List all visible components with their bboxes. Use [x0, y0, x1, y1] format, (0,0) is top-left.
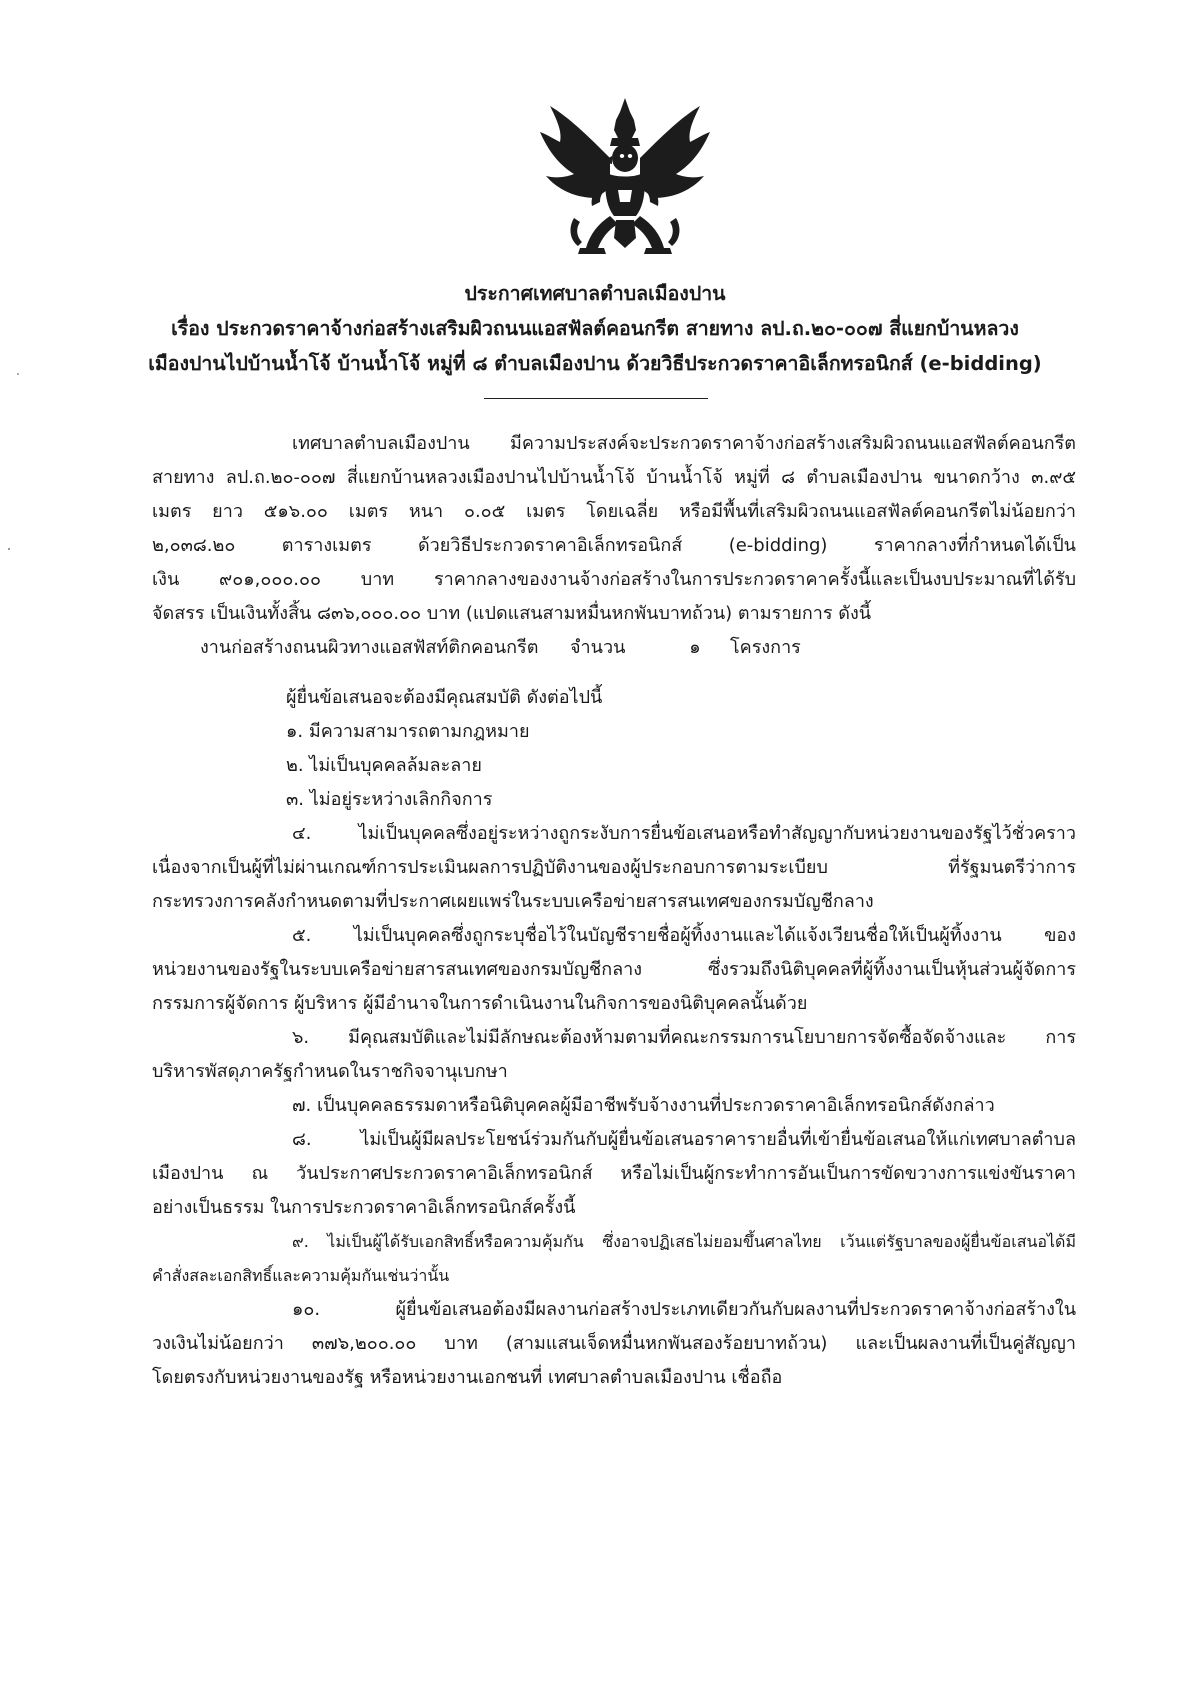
qualification-item: ๓. ไม่อยู่ระหว่างเลิกกิจการ — [286, 789, 493, 810]
qualification-item: ๘. ไม่เป็นผู้มีผลประโยชน์ร่วมกันกับผู้ยื่นข้อเสนอราคารายอื่นที่เข้ายื่นข้อเสนอให้แก่เทศบาลตำบล — [292, 1129, 1076, 1150]
intro-line: เงิน ๙๐๑,๐๐๐.๐๐ บาท ราคากลางของงานจ้างก่อสร้างในการประกวดราคาครั้งนี้และเป็นงบประมาณที่ได้รับ — [152, 569, 1076, 590]
qualifications-heading: ผู้ยื่นข้อเสนอจะต้องมีคุณสมบัติ ดังต่อไปนี้ — [286, 687, 603, 708]
announcement-subject-line-1: เรื่อง ประกวดราคาจ้างก่อสร้างเสริมผิวถนนแอสฟัลต์คอนกรีต สายทาง ลป.ถ.๒๐-๐๐๗ สี่แยกบ้านหลวง — [171, 317, 1019, 340]
project-unit-label: จำนวน — [570, 637, 626, 658]
qualification-continuation: อย่างเป็นธรรม ในการประกวดราคาอิเล็กทรอนิกส์ครั้งนี้ — [152, 1197, 576, 1218]
announcement-body — [152, 427, 1076, 1395]
scan-speck — [17, 373, 19, 375]
qualification-item: ๑. มีความสามารถตามกฎหมาย — [286, 721, 530, 742]
qualification-item: ๒. ไม่เป็นบุคคลล้มละลาย — [286, 755, 482, 776]
qualification-continuation: บริหารพัสดุภาครัฐกำหนดในราชกิจจานุเบกษา — [152, 1061, 508, 1082]
qualification-continuation: เนื่องจากเป็นผู้ที่ไม่ผ่านเกณฑ์การประเมินผลการปฏิบัติงานของผู้ประกอบการตามระเบียบ ที่รัฐมนตรีว่าการ — [152, 857, 1076, 878]
project-row — [152, 631, 1076, 665]
qualification-continuation: เมืองปาน ณ วันประกาศประกวดราคาอิเล็กทรอนิกส์ หรือไม่เป็นผู้กระทำการอันเป็นการขัดขวางการแข่งขันราคา — [152, 1163, 1076, 1184]
qualification-item: ๖. มีคุณสมบัติและไม่มีลักษณะต้องห้ามตามที่คณะกรรมการนโยบายการจัดซื้อจัดจ้างและ การ — [292, 1027, 1076, 1048]
qualification-item: ๕. ไม่เป็นบุคคลซึ่งถูกระบุชื่อไว้ในบัญชีรายชื่อผู้ทิ้งงานและได้แจ้งเวียนชื่อให้เป็นผู้ทิ้งงาน ของ — [292, 925, 1076, 946]
qualification-continuation: วงเงินไม่น้อยกว่า ๓๗๖,๒๐๐.๐๐ บาท (สามแสนเจ็ดหมื่นหกพันสองร้อยบาทถ้วน) และเป็นผลงานที่เป็นคู่สัญญา — [152, 1333, 1076, 1354]
project-quantity: ๑ — [689, 637, 701, 658]
title-block — [0, 276, 1190, 381]
project-kind: โครงการ — [730, 637, 801, 658]
project-name: งานก่อสร้างถนนผิวทางแอสฟัสท์ติกคอนกรีต — [200, 637, 539, 658]
title-divider — [484, 398, 708, 399]
qualification-continuation: กระทรวงการคลังกำหนดตามที่ประกาศเผยแพร่ในระบบเครือข่ายสารสนเทศของกรมบัญชีกลาง — [152, 891, 874, 912]
intro-line: เทศบาลตำบลเมืองปาน มีความประสงค์จะประกวดราคาจ้างก่อสร้างเสริมผิวถนนแอสฟัลต์คอนกรีต — [292, 433, 1076, 454]
qualification-continuation: หน่วยงานของรัฐในระบบเครือข่ายสารสนเทศของกรมบัญชีกลาง ซึ่งรวมถึงนิติบุคคลที่ผู้ทิ้งงานเป็นหุ้นส่วนผู้จัดการ — [152, 959, 1076, 980]
intro-line: จัดสรร เป็นเงินทั้งสิ้น ๘๓๖,๐๐๐.๐๐ บาท (แปดแสนสามหมื่นหกพันบาทถ้วน) ตามรายการ ดังนี้ — [152, 603, 872, 624]
intro-line: สายทาง ลป.ถ.๒๐-๐๐๗ สี่แยกบ้านหลวงเมืองปานไปบ้านน้ำโจ้ บ้านน้ำโจ้ หมู่ที่ ๘ ตำบลเมืองปาน ขนาดกว้าง ๓.๙๕ — [152, 467, 1076, 488]
qualification-continuation: กรรมการผู้จัดการ ผู้บริหาร ผู้มีอำนาจในการดำเนินงานในกิจการของนิติบุคคลนั้นด้วย — [152, 993, 808, 1014]
qualification-item: ๔. ไม่เป็นบุคคลซึ่งอยู่ระหว่างถูกระงับการยื่นข้อเสนอหรือทำสัญญากับหน่วยงานของรัฐไว้ชั่วคราว — [292, 823, 1076, 844]
qualification-item: ๑๐. ผู้ยื่นข้อเสนอต้องมีผลงานก่อสร้างประเภทเดียวกันกับผลงานที่ประกวดราคาจ้างก่อสร้างใน — [292, 1299, 1076, 1320]
qualification-item: ๙. ไม่เป็นผู้ได้รับเอกสิทธิ์หรือความคุ้มกัน ซึ่งอาจปฏิเสธไม่ยอมขึ้นศาลไทย เว้นแต่รัฐบาลของผู้ยื่นข้อเสนอได้มี — [292, 1232, 1076, 1251]
qualification-continuation: โดยตรงกับหน่วยงานของรัฐ หรือหน่วยงานเอกชนที่ เทศบาลตำบลเมืองปาน เชื่อถือ — [152, 1367, 783, 1388]
announcement-org-title: ประกาศเทศบาลตำบลเมืองปาน — [464, 282, 726, 305]
garuda-emblem-icon — [540, 98, 710, 260]
scan-speck — [8, 548, 10, 550]
announcement-subject-line-2: เมืองปานไปบ้านน้ำโจ้ บ้านน้ำโจ้ หมู่ที่ ๘ ตำบลเมืองปาน ด้วยวิธีประกวดราคาอิเล็กทรอนิกส์ (e-bidding) — [148, 352, 1042, 375]
qualification-item: ๗. เป็นบุคคลธรรมดาหรือนิติบุคคลผู้มีอาชีพรับจ้างงานที่ประกวดราคาอิเล็กทรอนิกส์ดังกล่าว — [292, 1095, 995, 1116]
qualification-continuation: คำสั่งสละเอกสิทธิ์และความคุ้มกันเช่นว่านั้น — [152, 1266, 450, 1285]
intro-line: เมตร ยาว ๕๑๖.๐๐ เมตร หนา ๐.๐๕ เมตร โดยเฉลี่ย หรือมีพื้นที่เสริมผิวถนนแอสฟัลต์คอนกรีตไม่น้อยกว่า — [152, 501, 1076, 522]
intro-line: ๒,๐๓๘.๒๐ ตารางเมตร ด้วยวิธีประกวดราคาอิเล็กทรอนิกส์ (e-bidding) ราคากลางที่กำหนดได้เป็น — [152, 535, 1076, 556]
